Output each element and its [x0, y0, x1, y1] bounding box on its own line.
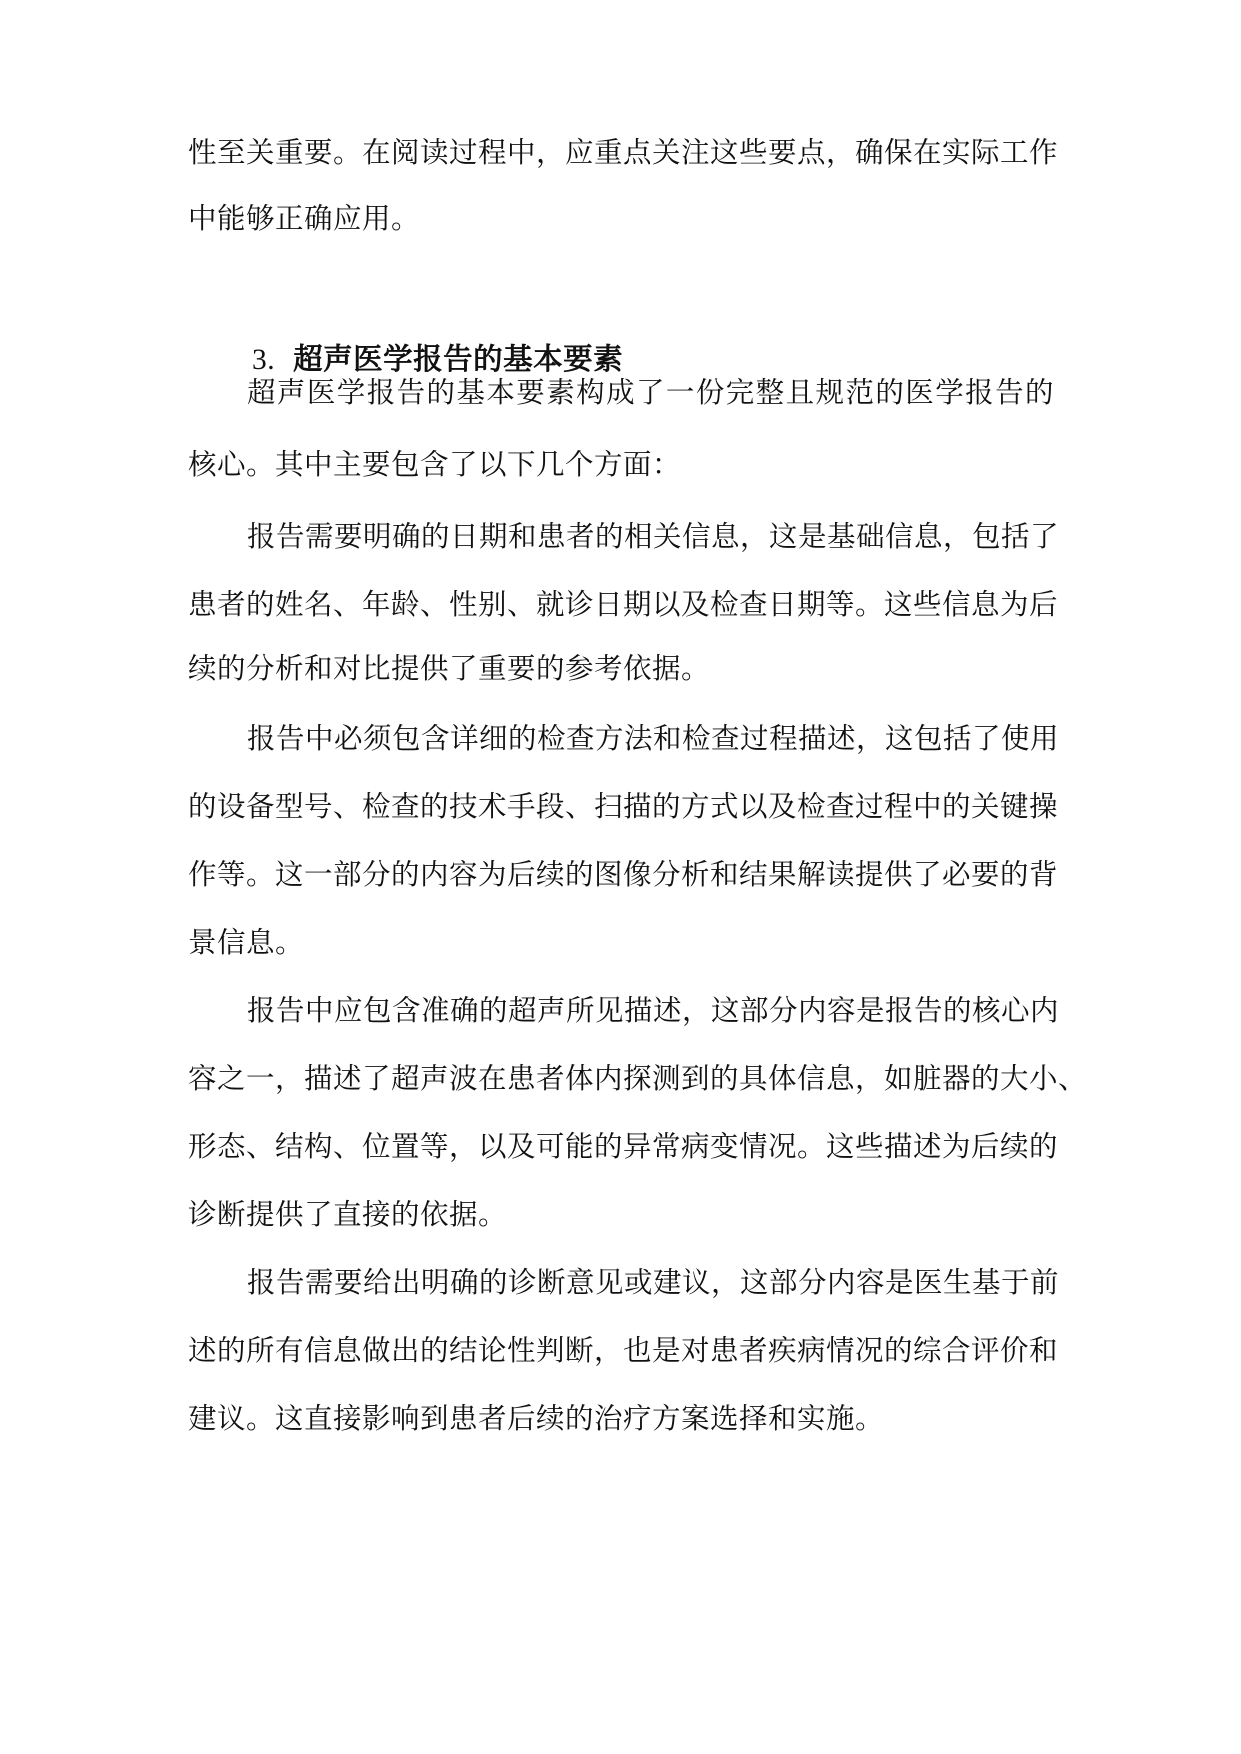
section-title: 超声医学报告的基本要素 [293, 342, 624, 376]
paragraph-2-line-2: 患者的姓名、年龄、性别、就诊日期以及检查日期等。这些信息为后 [188, 588, 1059, 621]
paragraph-4-line-4: 诊断提供了直接的依据。 [188, 1198, 508, 1231]
paragraph-4-line-2: 容之一，描述了超声波在患者体内探测到的具体信息，如脏器的大小、 [188, 1062, 1088, 1095]
paragraph-3-line-2: 的设备型号、检查的技术手段、扫描的方式以及检查过程中的关键操 [188, 790, 1059, 823]
paragraph-4-line-1: 报告中应包含准确的超声所见描述，这部分内容是报告的核心内 [247, 994, 1060, 1027]
paragraph-5-line-1: 报告需要给出明确的诊断意见或建议，这部分内容是医生基于前 [247, 1266, 1060, 1299]
paragraph-3-line-4: 景信息。 [188, 926, 305, 959]
paragraph-1-line-1: 超声医学报告的基本要素构成了一份完整且规范的医学报告的 [247, 376, 1054, 409]
paragraph-2-line-1: 报告需要明确的日期和患者的相关信息，这是基础信息，包括了 [247, 520, 1060, 553]
paragraph-5-line-2: 述的所有信息做出的结论性判断，也是对患者疾病情况的综合评价和 [188, 1334, 1059, 1367]
paragraph-4-line-3: 形态、结构、位置等，以及可能的异常病变情况。这些描述为后续的 [188, 1130, 1059, 1163]
section-number: 3. [252, 344, 276, 376]
paragraph-5-line-3: 建议。这直接影响到患者后续的治疗方案选择和实施。 [188, 1402, 885, 1435]
paragraph-3-line-1: 报告中必须包含详细的检查方法和检查过程描述，这包括了使用 [247, 722, 1060, 755]
continuation-line-1: 性至关重要。在阅读过程中，应重点关注这些要点，确保在实际工作 [188, 136, 1059, 169]
paragraph-2-line-3: 续的分析和对比提供了重要的参考依据。 [188, 652, 711, 685]
paragraph-1-line-2: 核心。其中主要包含了以下几个方面： [188, 448, 682, 481]
paragraph-3-line-3: 作等。这一部分的内容为后续的图像分析和结果解读提供了必要的背 [188, 858, 1059, 891]
continuation-line-2: 中能够正确应用。 [188, 202, 421, 235]
